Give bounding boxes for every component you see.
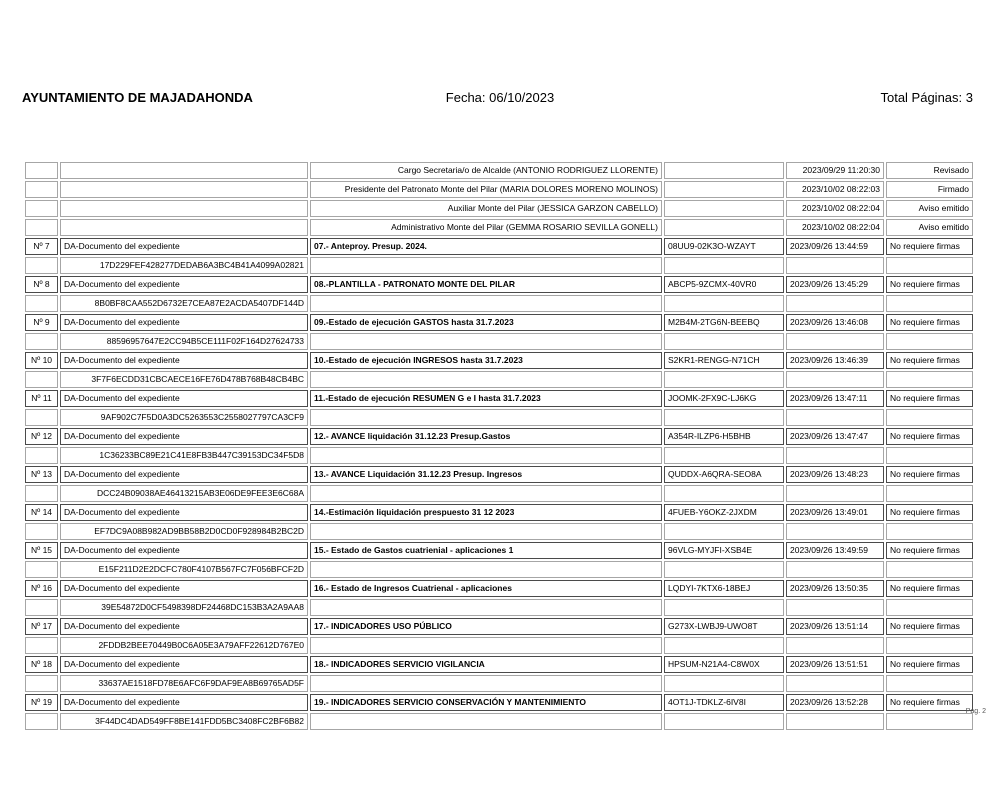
document-hash: 1C36233BC89E21C41E8FB3B447C39153DC34F5D8 xyxy=(60,447,308,464)
empty-cell xyxy=(25,181,58,198)
document-code: A354R-ILZP6-H5BHB xyxy=(664,428,784,445)
document-signature-status: No requiere firmas xyxy=(886,238,973,255)
document-hash: 39E54872D0CF5498398DF24468DC153B3A2A9AA8 xyxy=(60,599,308,616)
document-row xyxy=(25,276,973,293)
documents-table-body xyxy=(25,162,973,730)
document-hash: E15F211D2E2DCFC780F4107B567FC7F056BFCF2D xyxy=(60,561,308,578)
document-number: Nº 17 xyxy=(25,618,58,635)
empty-cell xyxy=(664,333,784,350)
document-code: LQDYI-7KTX6-18BEJ xyxy=(664,580,784,597)
signer-role: Auxiliar Monte del Pilar (JESSICA GARZON CABELLO) xyxy=(310,200,662,217)
document-row xyxy=(25,352,973,369)
empty-cell xyxy=(60,200,308,217)
document-title: 07.- Anteproy. Presup. 2024. xyxy=(310,238,662,255)
empty-cell xyxy=(25,162,58,179)
empty-cell xyxy=(664,523,784,540)
document-row xyxy=(25,466,973,483)
document-code: 4FUEB-Y6OKZ-2JXDM xyxy=(664,504,784,521)
document-hash-row xyxy=(25,523,973,540)
document-timestamp: 2023/09/26 13:44:59 xyxy=(786,238,884,255)
document-hash-row xyxy=(25,561,973,578)
page-header xyxy=(0,90,1000,106)
document-number: Nº 16 xyxy=(25,580,58,597)
empty-cell xyxy=(310,447,662,464)
document-type: DA-Documento del expediente xyxy=(60,466,308,483)
empty-cell xyxy=(25,637,58,654)
document-timestamp: 2023/09/26 13:51:51 xyxy=(786,656,884,673)
document-type: DA-Documento del expediente xyxy=(60,694,308,711)
document-hash: 88596957647E2CC94B5CE111F02F164D27624733 xyxy=(60,333,308,350)
empty-cell xyxy=(60,181,308,198)
document-row xyxy=(25,694,973,711)
empty-cell xyxy=(664,371,784,388)
document-signature-status: No requiere firmas xyxy=(886,314,973,331)
document-signature-status: No requiere firmas xyxy=(886,352,973,369)
documents-table xyxy=(23,160,975,732)
empty-cell xyxy=(310,637,662,654)
document-hash: DCC24B09038AE46413215AB3E06DE9FEE3E6C68A xyxy=(60,485,308,502)
document-title: 16.- Estado de Ingresos Cuatrienal - aplicaciones xyxy=(310,580,662,597)
empty-cell xyxy=(664,561,784,578)
empty-cell xyxy=(886,409,973,426)
document-hash-row xyxy=(25,257,973,274)
document-row xyxy=(25,238,973,255)
signature-timestamp: 2023/10/02 08:22:04 xyxy=(786,219,884,236)
document-timestamp: 2023/09/26 13:48:23 xyxy=(786,466,884,483)
document-signature-status: No requiere firmas xyxy=(886,276,973,293)
document-code: M2B4M-2TG6N-BEEBQ xyxy=(664,314,784,331)
document-number: Nº 8 xyxy=(25,276,58,293)
signature-status: Aviso emitido xyxy=(886,219,973,236)
signature-timestamp: 2023/10/02 08:22:03 xyxy=(786,181,884,198)
document-title: 18.- INDICADORES SERVICIO VIGILANCIA xyxy=(310,656,662,673)
document-timestamp: 2023/09/26 13:49:01 xyxy=(786,504,884,521)
empty-cell xyxy=(664,409,784,426)
document-title: 12.- AVANCE liquidación 31.12.23 Presup.Gastos xyxy=(310,428,662,445)
document-hash: 3F7F6ECDD31CBCAECE16FE76D478B768B48CB4BC xyxy=(60,371,308,388)
document-row xyxy=(25,580,973,597)
empty-cell xyxy=(310,599,662,616)
document-hash: 2FDDB2BEE70449B0C6A05E3A79AFF22612D767E0 xyxy=(60,637,308,654)
document-timestamp: 2023/09/26 13:50:35 xyxy=(786,580,884,597)
document-code: QUDDX-A6QRA-SEO8A xyxy=(664,466,784,483)
empty-cell xyxy=(310,333,662,350)
empty-cell xyxy=(25,219,58,236)
empty-cell xyxy=(886,371,973,388)
document-timestamp: 2023/09/26 13:46:08 xyxy=(786,314,884,331)
document-hash-row xyxy=(25,333,973,350)
signer-role: Cargo Secretaria/o de Alcalde (ANTONIO RODRIGUEZ LLORENTE) xyxy=(310,162,662,179)
document-type: DA-Documento del expediente xyxy=(60,618,308,635)
document-number: Nº 19 xyxy=(25,694,58,711)
document-hash-row xyxy=(25,713,973,730)
document-hash-row xyxy=(25,675,973,692)
empty-cell xyxy=(786,409,884,426)
empty-cell xyxy=(25,295,58,312)
empty-cell xyxy=(786,371,884,388)
document-signature-status: No requiere firmas xyxy=(886,428,973,445)
empty-cell xyxy=(786,713,884,730)
empty-cell xyxy=(786,447,884,464)
empty-cell xyxy=(310,675,662,692)
document-type: DA-Documento del expediente xyxy=(60,314,308,331)
document-code: JOOMK-2FX9C-LJ6KG xyxy=(664,390,784,407)
empty-cell xyxy=(25,200,58,217)
empty-cell xyxy=(786,599,884,616)
empty-cell xyxy=(664,599,784,616)
document-hash: 3F44DC4DAD549FF8BE141FDD5BC3408FC2BF6B82 xyxy=(60,713,308,730)
empty-cell xyxy=(786,485,884,502)
signature-timestamp: 2023/10/02 08:22:04 xyxy=(786,200,884,217)
empty-cell xyxy=(664,162,784,179)
document-type: DA-Documento del expediente xyxy=(60,352,308,369)
empty-cell xyxy=(886,599,973,616)
empty-cell xyxy=(786,637,884,654)
empty-cell xyxy=(25,561,58,578)
document-type: DA-Documento del expediente xyxy=(60,580,308,597)
document-row xyxy=(25,504,973,521)
empty-cell xyxy=(886,295,973,312)
empty-cell xyxy=(310,523,662,540)
total-pages-label: Total Páginas: 3 xyxy=(880,90,973,105)
document-timestamp: 2023/09/26 13:46:39 xyxy=(786,352,884,369)
document-title: 17.- INDICADORES USO PÚBLICO xyxy=(310,618,662,635)
signature-status: Revisado xyxy=(886,162,973,179)
document-row xyxy=(25,656,973,673)
document-hash-row xyxy=(25,371,973,388)
document-row xyxy=(25,542,973,559)
document-title: 11.-Estado de ejecución RESUMEN G e I hasta 31.7.2023 xyxy=(310,390,662,407)
empty-cell xyxy=(664,713,784,730)
document-number: Nº 15 xyxy=(25,542,58,559)
empty-cell xyxy=(25,599,58,616)
document-number: Nº 12 xyxy=(25,428,58,445)
document-type: DA-Documento del expediente xyxy=(60,428,308,445)
empty-cell xyxy=(310,485,662,502)
document-title: 10.-Estado de ejecución INGRESOS hasta 31.7.2023 xyxy=(310,352,662,369)
empty-cell xyxy=(786,523,884,540)
document-hash: 9AF902C7F5D0A3DC5263553C2558027797CA3CF9 xyxy=(60,409,308,426)
empty-cell xyxy=(664,257,784,274)
document-title: 13.- AVANCE Liquidación 31.12.23 Presup. Ingresos xyxy=(310,466,662,483)
document-hash: 8B0BF8CAA552D6732E7CEA87E2ACDA5407DF144D xyxy=(60,295,308,312)
document-row xyxy=(25,390,973,407)
empty-cell xyxy=(664,485,784,502)
empty-cell xyxy=(786,295,884,312)
empty-cell xyxy=(786,675,884,692)
document-hash-row xyxy=(25,637,973,654)
empty-cell xyxy=(786,257,884,274)
document-signature-status: No requiere firmas xyxy=(886,694,973,711)
report-date: Fecha: 06/10/2023 xyxy=(445,90,555,105)
empty-cell xyxy=(310,371,662,388)
document-hash-row xyxy=(25,599,973,616)
document-row xyxy=(25,314,973,331)
empty-cell xyxy=(310,409,662,426)
organization-title: AYUNTAMIENTO DE MAJADAHONDA xyxy=(22,90,253,105)
empty-cell xyxy=(886,523,973,540)
empty-cell xyxy=(60,219,308,236)
page-number: Pag. 2 xyxy=(965,708,986,715)
empty-cell xyxy=(25,447,58,464)
document-code: ABCP5-9ZCMX-40VR0 xyxy=(664,276,784,293)
document-code: G273X-LWBJ9-UWO8T xyxy=(664,618,784,635)
document-type: DA-Documento del expediente xyxy=(60,656,308,673)
empty-cell xyxy=(886,485,973,502)
empty-cell xyxy=(664,181,784,198)
empty-cell xyxy=(664,675,784,692)
document-hash-row xyxy=(25,447,973,464)
empty-cell xyxy=(25,485,58,502)
document-number: Nº 11 xyxy=(25,390,58,407)
document-signature-status: No requiere firmas xyxy=(886,542,973,559)
empty-cell xyxy=(664,200,784,217)
document-timestamp: 2023/09/26 13:47:11 xyxy=(786,390,884,407)
document-number: Nº 18 xyxy=(25,656,58,673)
document-code: 4OT1J-TDKLZ-6IV8I xyxy=(664,694,784,711)
document-signature-status: No requiere firmas xyxy=(886,390,973,407)
document-code: 08UU9-02K3O-WZAYT xyxy=(664,238,784,255)
document-type: DA-Documento del expediente xyxy=(60,542,308,559)
empty-cell xyxy=(886,561,973,578)
document-signature-status: No requiere firmas xyxy=(886,466,973,483)
empty-cell xyxy=(886,675,973,692)
empty-cell xyxy=(310,713,662,730)
empty-cell xyxy=(25,333,58,350)
empty-cell xyxy=(25,371,58,388)
document-timestamp: 2023/09/26 13:49:59 xyxy=(786,542,884,559)
document-type: DA-Documento del expediente xyxy=(60,238,308,255)
empty-cell xyxy=(886,637,973,654)
document-number: Nº 7 xyxy=(25,238,58,255)
signature-status: Aviso emitido xyxy=(886,200,973,217)
empty-cell xyxy=(664,637,784,654)
empty-cell xyxy=(664,295,784,312)
document-hash: 17D229FEF428277DEDAB6A3BC4B41A4099A02821 xyxy=(60,257,308,274)
empty-cell xyxy=(664,447,784,464)
document-title: 14.-Estimación liquidación prespuesto 31 12 2023 xyxy=(310,504,662,521)
document-type: DA-Documento del expediente xyxy=(60,390,308,407)
document-hash: 33637AE1518FD78E6AFC6F9DAF9EA8B69765AD5F xyxy=(60,675,308,692)
empty-cell xyxy=(886,713,973,730)
empty-cell xyxy=(310,257,662,274)
document-title: 19.- INDICADORES SERVICIO CONSERVACIÓN Y MANTENIMIENTO xyxy=(310,694,662,711)
document-signature-status: No requiere firmas xyxy=(886,504,973,521)
document-code: HPSUM-N21A4-C8W0X xyxy=(664,656,784,673)
document-timestamp: 2023/09/26 13:52:28 xyxy=(786,694,884,711)
document-signature-status: No requiere firmas xyxy=(886,656,973,673)
document-type: DA-Documento del expediente xyxy=(60,276,308,293)
signature-timestamp: 2023/09/29 11:20:30 xyxy=(786,162,884,179)
document-number: Nº 10 xyxy=(25,352,58,369)
document-hash: EF7DC9A08B982AD9BB58B2D0CD0F928984B2BC2D xyxy=(60,523,308,540)
document-type: DA-Documento del expediente xyxy=(60,504,308,521)
empty-cell xyxy=(25,675,58,692)
document-number: Nº 9 xyxy=(25,314,58,331)
empty-cell xyxy=(25,257,58,274)
empty-cell xyxy=(310,561,662,578)
empty-cell xyxy=(25,713,58,730)
document-row xyxy=(25,618,973,635)
empty-cell xyxy=(786,333,884,350)
document-hash-row xyxy=(25,485,973,502)
document-number: Nº 14 xyxy=(25,504,58,521)
document-signature-status: No requiere firmas xyxy=(886,618,973,635)
document-number: Nº 13 xyxy=(25,466,58,483)
signer-role: Administrativo Monte del Pilar (GEMMA ROSARIO SEVILLA GONELL) xyxy=(310,219,662,236)
document-timestamp: 2023/09/26 13:47:47 xyxy=(786,428,884,445)
signature-row xyxy=(25,200,973,217)
empty-cell xyxy=(664,219,784,236)
empty-cell xyxy=(786,561,884,578)
document-timestamp: 2023/09/26 13:45:29 xyxy=(786,276,884,293)
signer-role: Presidente del Patronato Monte del Pilar (MARIA DOLORES MORENO MOLINOS) xyxy=(310,181,662,198)
document-code: S2KR1-RENGG-N71CH xyxy=(664,352,784,369)
document-title: 09.-Estado de ejecución GASTOS hasta 31.7.2023 xyxy=(310,314,662,331)
signature-status: Firmado xyxy=(886,181,973,198)
signature-row xyxy=(25,162,973,179)
empty-cell xyxy=(25,409,58,426)
empty-cell xyxy=(60,162,308,179)
document-hash-row xyxy=(25,409,973,426)
document-title: 15.- Estado de Gastos cuatrienial - aplicaciones 1 xyxy=(310,542,662,559)
document-hash-row xyxy=(25,295,973,312)
document-code: 96VLG-MYJFI-XSB4E xyxy=(664,542,784,559)
document-title: 08.-PLANTILLA - PATRONATO MONTE DEL PILAR xyxy=(310,276,662,293)
empty-cell xyxy=(886,447,973,464)
signature-row xyxy=(25,219,973,236)
empty-cell xyxy=(886,333,973,350)
empty-cell xyxy=(886,257,973,274)
document-row xyxy=(25,428,973,445)
signature-row xyxy=(25,181,973,198)
document-timestamp: 2023/09/26 13:51:14 xyxy=(786,618,884,635)
empty-cell xyxy=(310,295,662,312)
document-signature-status: No requiere firmas xyxy=(886,580,973,597)
empty-cell xyxy=(25,523,58,540)
